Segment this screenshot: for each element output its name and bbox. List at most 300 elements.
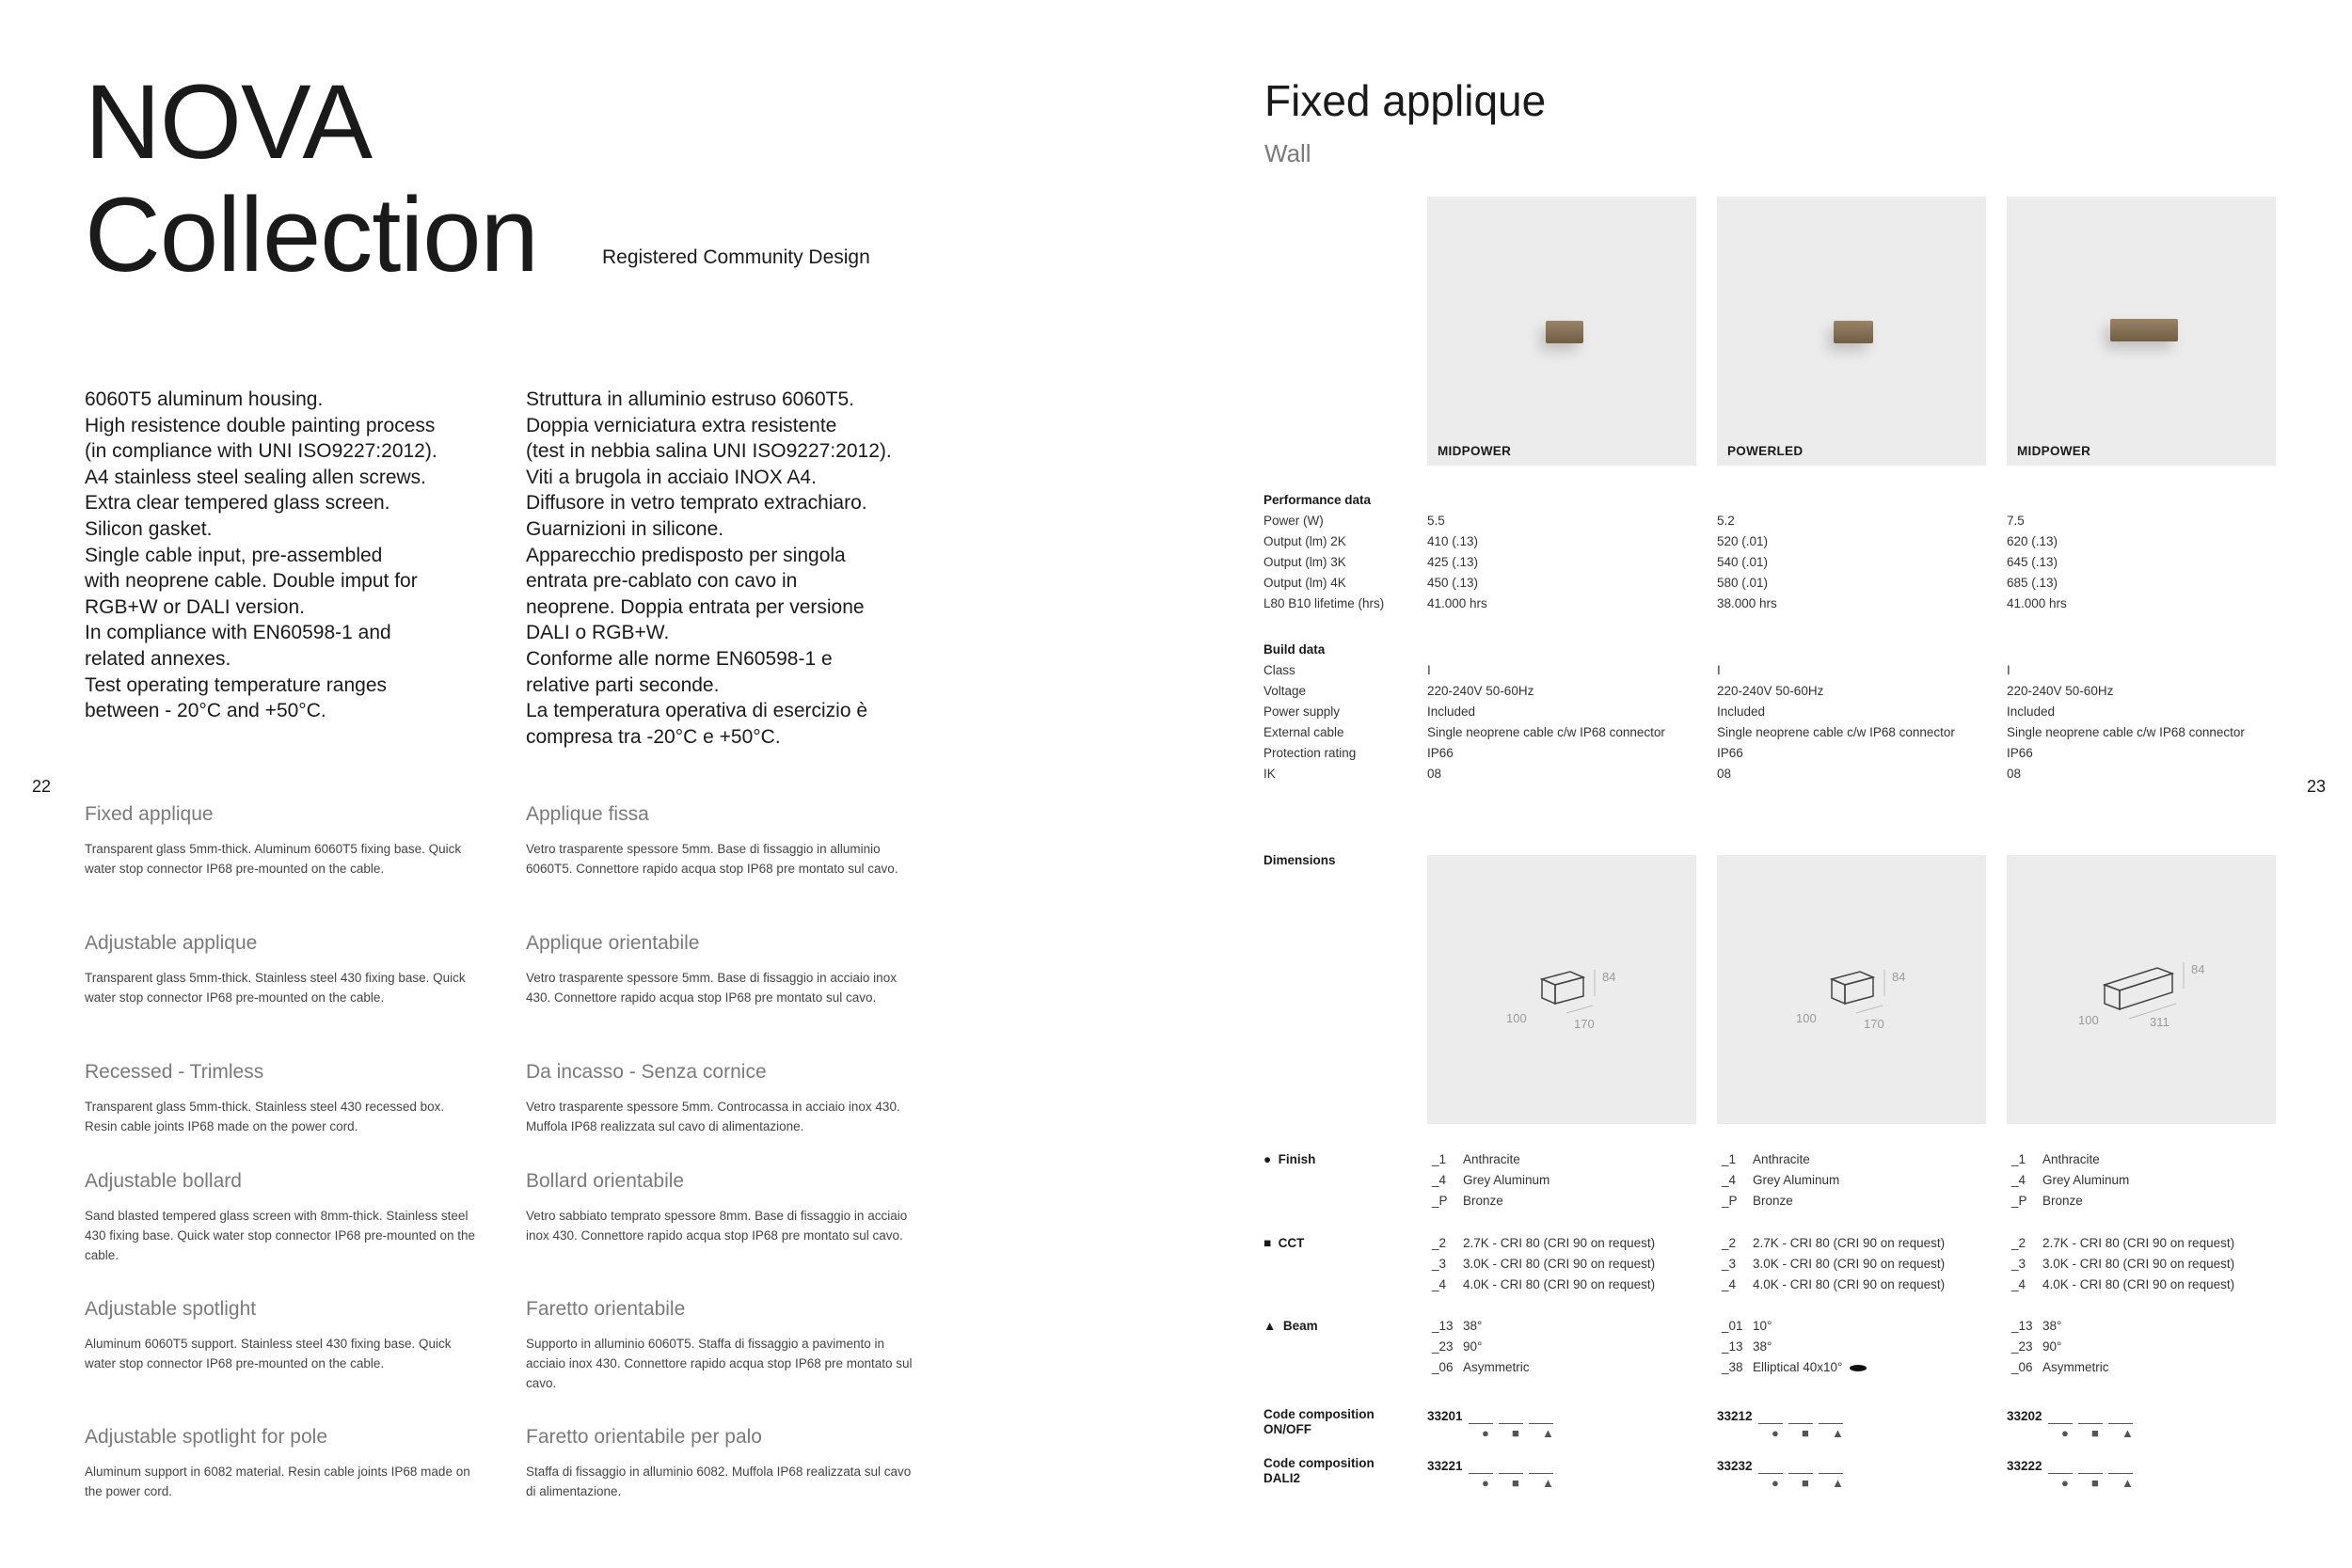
table-cell: 38.000 hrs: [1717, 596, 1777, 610]
code-blank: [1788, 1413, 1813, 1424]
dimension-drawing-2: [1717, 855, 1986, 1124]
variant-it: [526, 932, 940, 1007]
performance-col-1: [1427, 511, 1487, 614]
table-row-label: External cable: [1263, 725, 1344, 739]
description-line: High resistence double painting process: [85, 414, 436, 436]
variant-name: Applique orientabile: [526, 932, 700, 954]
description-line: Single cable input, pre-assembled: [85, 544, 383, 566]
description-line: DALI o RGB+W.: [526, 622, 670, 644]
circle-icon: ●: [1772, 1426, 1779, 1440]
option-value: Elliptical 40x10°: [1753, 1360, 1843, 1374]
cct-options: [1432, 1233, 1655, 1295]
table-cell: IP66: [1427, 746, 1454, 760]
variant-name: Adjustable spotlight for pole: [85, 1426, 327, 1448]
cct-option: [1722, 1275, 1945, 1295]
beam-option: [2011, 1316, 2109, 1337]
circle-icon: ●: [1263, 1152, 1272, 1166]
table-cell: 620 (.13): [2007, 534, 2058, 548]
description-line: Guarnizioni in silicone.: [526, 517, 724, 540]
build-col-3: [2007, 660, 2245, 784]
beam-options: [1722, 1316, 1867, 1378]
description-line: In compliance with EN60598-1 and: [85, 622, 391, 644]
option-value: 3.0K - CRI 80 (CRI 90 on request): [2042, 1257, 2235, 1271]
registered-design-label: Registered Community Design: [602, 246, 870, 268]
table-cell: I: [1427, 663, 1431, 677]
code-blank: [1469, 1413, 1493, 1424]
build-labels: [1263, 640, 1356, 784]
table-row-label: Class: [1263, 663, 1295, 677]
code-blank: [1499, 1413, 1523, 1424]
option-value: Asymmetric: [2042, 1360, 2109, 1374]
code-row: [2007, 1409, 2251, 1424]
table-cell: 41.000 hrs: [1427, 596, 1487, 610]
table-cell: 580 (.01): [1717, 576, 1769, 590]
table-cell: IP66: [1717, 746, 1743, 760]
code-blank: [1819, 1413, 1843, 1424]
option-code: _3: [2011, 1257, 2026, 1271]
code-symbols: [1482, 1476, 1672, 1490]
square-icon: ■: [1512, 1426, 1519, 1440]
description-line: Doppia verniciatura extra resistente: [526, 414, 837, 436]
square-icon: ■: [1263, 1236, 1272, 1250]
description-line: Diffusore in vetro temprato extrachiaro.: [526, 492, 867, 515]
performance-col-3: [2007, 511, 2067, 614]
table-cell: Single neoprene cable c/w IP68 connector: [1717, 725, 1955, 739]
beam-label: [1263, 1319, 1318, 1333]
table-cell: Included: [2007, 705, 2056, 719]
description-line: Test operating temperature ranges: [85, 673, 388, 696]
description-line: entrata pre-cablato con cavo in: [526, 570, 798, 593]
code-blank: [1529, 1463, 1553, 1474]
dim-width: 170: [1864, 1017, 1884, 1031]
table-cell: 410 (.13): [1427, 534, 1479, 548]
option-code: _P: [1722, 1194, 1738, 1208]
cct-option: [2011, 1233, 2234, 1254]
code-blank: [2048, 1463, 2073, 1474]
option-code: _13: [2011, 1319, 2033, 1333]
square-icon: ■: [2091, 1426, 2099, 1440]
finish-option: [1722, 1170, 1839, 1191]
table-cell: Included: [1427, 705, 1476, 719]
finish-options: [1722, 1149, 1839, 1212]
option-code: _3: [1432, 1257, 1447, 1271]
table-cell: 425 (.13): [1427, 555, 1479, 569]
finish-option: [2011, 1149, 2129, 1170]
cct-option: [2011, 1254, 2234, 1275]
variant-text: Supporto in alluminio 6060T5. Staffa di fissaggio a pavimento in acciaio inox 430. Connettore rapido acqua stop IP68 pre montato sul cavo.: [526, 1337, 913, 1390]
code-row: [1427, 1409, 1672, 1424]
description-line: related annexes.: [85, 647, 231, 670]
circle-icon: ●: [1772, 1476, 1779, 1490]
code-blank: [2108, 1463, 2133, 1474]
option-value: Asymmetric: [1463, 1360, 1530, 1374]
table-cell: Single neoprene cable c/w IP68 connector: [1427, 725, 1665, 739]
option-value: Anthracite: [1463, 1152, 1520, 1166]
cct-option: [1432, 1254, 1655, 1275]
code-row: [1717, 1459, 1962, 1474]
variant-en: [85, 1170, 499, 1265]
description-line: RGB+W or DALI version.: [85, 595, 305, 618]
description-line: between - 20°C and +50°C.: [85, 700, 326, 722]
option-value: 38°: [2042, 1319, 2062, 1333]
option-value: Bronze: [2042, 1194, 2083, 1208]
option-value: 4.0K - CRI 80 (CRI 90 on request): [1463, 1277, 1656, 1291]
code-symbols: [1482, 1426, 1672, 1440]
description-line: (test in nebbia salina UNI ISO9227:2012).: [526, 440, 892, 463]
dim-depth: 100: [2078, 1013, 2099, 1027]
option-code: _4: [1722, 1277, 1737, 1291]
circle-icon: ●: [1482, 1476, 1489, 1490]
code-onoff-label-2: ON/OFF: [1263, 1422, 1311, 1436]
code-blank: [1469, 1463, 1493, 1474]
product-label: MIDPOWER: [1438, 444, 1512, 458]
option-code: _2: [1432, 1236, 1447, 1250]
beam-options: [2011, 1316, 2109, 1378]
code-symbols: [2061, 1426, 2251, 1440]
variant-text: Vetro sabbiato temprato spessore 8mm. Base di fissaggio in acciaio inox 430. Connettore rapido acqua stop IP68 pre montato sul cavo.: [526, 1209, 908, 1243]
dim-width: 170: [1574, 1017, 1595, 1031]
variant-name: Da incasso - Senza cornice: [526, 1061, 767, 1083]
variant-name: Recessed - Trimless: [85, 1061, 264, 1083]
variant-name: Adjustable applique: [85, 932, 258, 954]
option-code: _13: [1722, 1339, 1743, 1354]
option-code: _4: [1432, 1173, 1447, 1187]
beam-option: [2011, 1337, 2109, 1357]
option-code: _4: [2011, 1277, 2026, 1291]
description-line: Apparecchio predisposto per singola: [526, 544, 846, 566]
option-code: _01: [1722, 1319, 1743, 1333]
code-dali-label: [1263, 1456, 1375, 1486]
product-label: POWERLED: [1727, 444, 1804, 458]
square-icon: ■: [1512, 1476, 1519, 1490]
table-cell: 540 (.01): [1717, 555, 1769, 569]
table-heading: Build data: [1263, 642, 1326, 657]
product-photo-1: [1427, 197, 1696, 466]
beam-option: [1722, 1337, 1867, 1357]
dim-height: 84: [2191, 962, 2205, 976]
fixture-drawing: [2007, 855, 2276, 1124]
description-line: Conforme alle norme EN60598-1 e: [526, 647, 833, 670]
table-row-label: Output (lm) 3K: [1263, 555, 1346, 569]
variant-en: [85, 803, 499, 879]
finish-options: [2011, 1149, 2129, 1212]
fixture-drawing: [1717, 855, 1986, 1124]
collection-title: [85, 63, 538, 293]
option-code: _2: [1722, 1236, 1737, 1250]
variant-text: Transparent glass 5mm-thick. Stainless steel 430 fixing base. Quick water stop connector IP68 pre-mounted on the cable.: [85, 971, 466, 1005]
fixture-image: [1834, 321, 1873, 343]
variant-name: Adjustable spotlight: [85, 1298, 257, 1320]
option-value: 38°: [1753, 1339, 1772, 1354]
table-heading: Performance data: [1263, 493, 1372, 507]
option-value: Bronze: [1753, 1194, 1793, 1208]
code-symbols: [1772, 1476, 1962, 1490]
option-value: Grey Aluminum: [1753, 1173, 1840, 1187]
variant-en: [85, 1426, 499, 1501]
title-line-1: NOVA: [85, 63, 373, 181]
triangle-icon: ▲: [1832, 1426, 1844, 1440]
option-value: 38°: [1463, 1319, 1483, 1333]
finish-option: [1722, 1149, 1839, 1170]
variant-name: Applique fissa: [526, 803, 649, 825]
product-photo-2: [1717, 197, 1986, 466]
code-number: 33222: [2007, 1459, 2042, 1473]
finish-option: [2011, 1191, 2129, 1212]
code-blank: [2108, 1413, 2133, 1424]
code-blank: [1788, 1463, 1813, 1474]
table-cell: 7.5: [2007, 514, 2025, 528]
cct-option: [1432, 1275, 1655, 1295]
triangle-icon: ▲: [1542, 1476, 1554, 1490]
code-block: [2007, 1409, 2251, 1440]
table-cell: 450 (.13): [1427, 576, 1479, 590]
table-cell: 220-240V 50-60Hz: [1427, 684, 1534, 698]
table-cell: 645 (.13): [2007, 555, 2058, 569]
variant-name: Fixed applique: [85, 803, 214, 825]
option-code: _4: [2011, 1173, 2026, 1187]
option-value: Bronze: [1463, 1194, 1503, 1208]
option-value: 4.0K - CRI 80 (CRI 90 on request): [2042, 1277, 2235, 1291]
variant-en: [85, 1061, 499, 1136]
description-line: with neoprene cable. Double imput for: [85, 570, 418, 593]
dimension-drawing-3: [2007, 855, 2276, 1124]
table-cell: 5.2: [1717, 514, 1735, 528]
cct-option: [2011, 1275, 2234, 1295]
dim-height: 84: [1602, 970, 1616, 984]
table-row-label: Power supply: [1263, 705, 1341, 719]
cct-label-text: CCT: [1278, 1236, 1305, 1250]
product-label: MIDPOWER: [2017, 444, 2091, 458]
variant-text: Vetro trasparente spessore 5mm. Base di fissaggio in alluminio 6060T5. Connettore rapido acqua stop IP68 pre montato sul cavo.: [526, 842, 898, 876]
product-photo-3: [2007, 197, 2276, 466]
option-value: Anthracite: [1753, 1152, 1810, 1166]
description-line: relative parti seconde.: [526, 673, 720, 696]
variant-text: Staffa di fissaggio in alluminio 6082. Muffola IP68 realizzata sul cavo di alimentazione.: [526, 1465, 912, 1498]
variant-it: [526, 1426, 940, 1501]
code-block: [1427, 1409, 1672, 1440]
table-row-label: L80 B10 lifetime (hrs): [1263, 596, 1385, 610]
variant-it: [526, 803, 940, 879]
table-cell: 5.5: [1427, 514, 1445, 528]
code-blank: [1819, 1463, 1843, 1474]
fixture-image: [2110, 319, 2178, 341]
variant-text: Transparent glass 5mm-thick. Stainless steel 430 recessed box. Resin cable joints IP68 made on the power cord.: [85, 1100, 445, 1133]
table-cell: Included: [1717, 705, 1766, 719]
variant-it: [526, 1170, 940, 1245]
code-blank: [2078, 1413, 2103, 1424]
option-code: _38: [1722, 1360, 1743, 1374]
code-number: 33221: [1427, 1459, 1463, 1473]
cct-option: [1722, 1233, 1945, 1254]
description-line: Viti a brugola in acciaio INOX A4.: [526, 466, 817, 488]
finish-option: [1722, 1191, 1839, 1212]
dimensions-heading: Dimensions: [1263, 853, 1336, 867]
table-cell: I: [1717, 663, 1721, 677]
option-value: 3.0K - CRI 80 (CRI 90 on request): [1753, 1257, 1946, 1271]
page-number-right: 23: [2307, 777, 2327, 796]
description-line: Extra clear tempered glass screen.: [85, 492, 390, 515]
option-code: _23: [2011, 1339, 2033, 1354]
triangle-icon: ▲: [1542, 1426, 1554, 1440]
code-symbols: [1772, 1426, 1962, 1440]
option-value: 3.0K - CRI 80 (CRI 90 on request): [1463, 1257, 1656, 1271]
code-blank: [1499, 1463, 1523, 1474]
cct-option: [1722, 1254, 1945, 1275]
code-blank: [2078, 1463, 2103, 1474]
option-value: Grey Aluminum: [1463, 1173, 1550, 1187]
option-value: 90°: [1463, 1339, 1483, 1354]
code-dali-label-1: Code composition: [1263, 1456, 1375, 1470]
square-icon: ■: [1802, 1476, 1809, 1490]
code-dali-label-2: DALI2: [1263, 1471, 1301, 1485]
circle-icon: ●: [2061, 1426, 2069, 1440]
triangle-icon: ▲: [1263, 1319, 1277, 1333]
code-symbols: [2061, 1476, 2251, 1490]
beam-option: [1432, 1337, 1530, 1357]
ellipse-icon: [1850, 1365, 1867, 1371]
variant-name: Adjustable bollard: [85, 1170, 242, 1192]
finish-label: [1263, 1152, 1315, 1166]
option-code: _23: [1432, 1339, 1454, 1354]
variant-it: [526, 1298, 940, 1393]
description-line: Silicon gasket.: [85, 517, 213, 540]
code-block: [1717, 1459, 1962, 1490]
fixture-image: [1546, 321, 1583, 343]
finish-options: [1432, 1149, 1549, 1212]
dim-width: 311: [2150, 1015, 2169, 1029]
beam-label-text: Beam: [1282, 1319, 1318, 1333]
code-block: [1427, 1459, 1672, 1490]
performance-col-2: [1717, 511, 1777, 614]
dim-depth: 100: [1506, 1011, 1527, 1025]
beam-option: [1722, 1357, 1867, 1378]
table-cell: 08: [1427, 767, 1442, 781]
table-cell: Single neoprene cable c/w IP68 connector: [2007, 725, 2245, 739]
code-block: [2007, 1459, 2251, 1490]
beam-options: [1432, 1316, 1530, 1378]
table-row-label: Protection rating: [1263, 746, 1357, 760]
page-number-left: 22: [32, 777, 52, 796]
code-onoff-label: [1263, 1407, 1375, 1437]
variant-text: Aluminum 6060T5 support. Stainless steel 430 fixing base. Quick water stop connector IP68 pre-mounted on the cable.: [85, 1337, 452, 1370]
table-cell: 685 (.13): [2007, 576, 2058, 590]
cct-options: [1722, 1233, 1945, 1295]
table-cell: IP66: [2007, 746, 2033, 760]
code-number: 33232: [1717, 1459, 1753, 1473]
product-subtitle: Wall: [1264, 139, 1311, 167]
option-code: _2: [2011, 1236, 2026, 1250]
table-cell: 220-240V 50-60Hz: [2007, 684, 2114, 698]
option-code: _06: [1432, 1360, 1454, 1374]
description-line: (in compliance with UNI ISO9227:2012).: [85, 440, 437, 463]
option-value: 4.0K - CRI 80 (CRI 90 on request): [1753, 1277, 1946, 1291]
code-blank: [2048, 1413, 2073, 1424]
cct-label: [1263, 1236, 1304, 1250]
variant-text: Transparent glass 5mm-thick. Aluminum 6060T5 fixing base. Quick water stop connector IP68 pre-mounted on the cable.: [85, 842, 462, 876]
option-value: 2.7K - CRI 80 (CRI 90 on request): [2042, 1236, 2235, 1250]
option-code: _4: [1722, 1173, 1737, 1187]
description-it: [526, 387, 940, 750]
code-blank: [1758, 1463, 1783, 1474]
option-code: _06: [2011, 1360, 2033, 1374]
variant-name: Faretto orientabile: [526, 1298, 686, 1320]
option-code: _4: [1432, 1277, 1447, 1291]
code-onoff-label-1: Code composition: [1263, 1407, 1375, 1421]
build-col-2: [1717, 660, 1955, 784]
square-icon: ■: [2091, 1476, 2099, 1490]
description-en: [85, 387, 499, 724]
code-number: 33201: [1427, 1409, 1463, 1423]
fixture-drawing: [1427, 855, 1696, 1124]
code-number: 33212: [1717, 1409, 1753, 1423]
description-line: compresa tra -20°C e +50°C.: [526, 725, 781, 748]
build-col-1: [1427, 660, 1665, 784]
finish-option: [2011, 1170, 2129, 1191]
variant-text: Sand blasted tempered glass screen with 8mm-thick. Stainless steel 430 fixing base. Quick water stop connector IP68 pre-mounted on the cable.: [85, 1209, 475, 1262]
option-code: _3: [1722, 1257, 1737, 1271]
cct-options: [2011, 1233, 2234, 1295]
option-code: _P: [1432, 1194, 1448, 1208]
variant-en: [85, 1298, 499, 1373]
description-line: neoprene. Doppia entrata per versione: [526, 595, 865, 618]
variant-text: Vetro trasparente spessore 5mm. Base di fissaggio in acciaio inox 430. Connettore rapido acqua stop IP68 pre montato sul cavo.: [526, 971, 897, 1005]
finish-option: [1432, 1149, 1549, 1170]
variant-text: Aluminum support in 6082 material. Resin cable joints IP68 made on the power cord.: [85, 1465, 470, 1498]
triangle-icon: ▲: [2122, 1426, 2134, 1440]
code-row: [1427, 1459, 1672, 1474]
option-value: 2.7K - CRI 80 (CRI 90 on request): [1463, 1236, 1656, 1250]
beam-option: [1722, 1316, 1867, 1337]
table-row-label: Output (lm) 2K: [1263, 534, 1346, 548]
beam-option: [2011, 1357, 2109, 1378]
table-cell: 08: [1717, 767, 1732, 781]
table-cell: 220-240V 50-60Hz: [1717, 684, 1824, 698]
triangle-icon: ▲: [2122, 1476, 2134, 1490]
dimension-drawing-1: [1427, 855, 1696, 1124]
table-row-label: Power (W): [1263, 514, 1324, 528]
code-blank: [1758, 1413, 1783, 1424]
variant-name: Faretto orientabile per palo: [526, 1426, 762, 1448]
variant-it: [526, 1061, 940, 1136]
beam-option: [1432, 1357, 1530, 1378]
option-code: _P: [2011, 1194, 2027, 1208]
finish-option: [1432, 1191, 1549, 1212]
table-row-label: Output (lm) 4K: [1263, 576, 1346, 590]
table-cell: I: [2007, 663, 2010, 677]
title-line-2: Collection: [85, 176, 538, 293]
option-value: Anthracite: [2042, 1152, 2100, 1166]
variant-text: Vetro trasparente spessore 5mm. Controcassa in acciaio inox 430. Muffola IP68 realizzata sul cavo di alimentazione.: [526, 1100, 900, 1133]
cct-option: [1432, 1233, 1655, 1254]
dim-depth: 100: [1796, 1011, 1817, 1025]
product-title: Fixed applique: [1264, 76, 1547, 125]
option-value: 90°: [2042, 1339, 2062, 1354]
option-value: Grey Aluminum: [2042, 1173, 2130, 1187]
finish-label-text: Finish: [1278, 1152, 1316, 1166]
code-row: [1717, 1409, 1962, 1424]
dim-height: 84: [1892, 970, 1906, 984]
variant-name: Bollard orientabile: [526, 1170, 685, 1192]
finish-option: [1432, 1170, 1549, 1191]
description-line: A4 stainless steel sealing allen screws.: [85, 466, 427, 488]
code-row: [2007, 1459, 2251, 1474]
description-line: La temperatura operativa di esercizio è: [526, 700, 868, 722]
table-cell: 520 (.01): [1717, 534, 1769, 548]
table-row-label: IK: [1263, 767, 1276, 781]
description-line: 6060T5 aluminum housing.: [85, 388, 324, 410]
circle-icon: ●: [2061, 1476, 2069, 1490]
table-cell: 08: [2007, 767, 2022, 781]
